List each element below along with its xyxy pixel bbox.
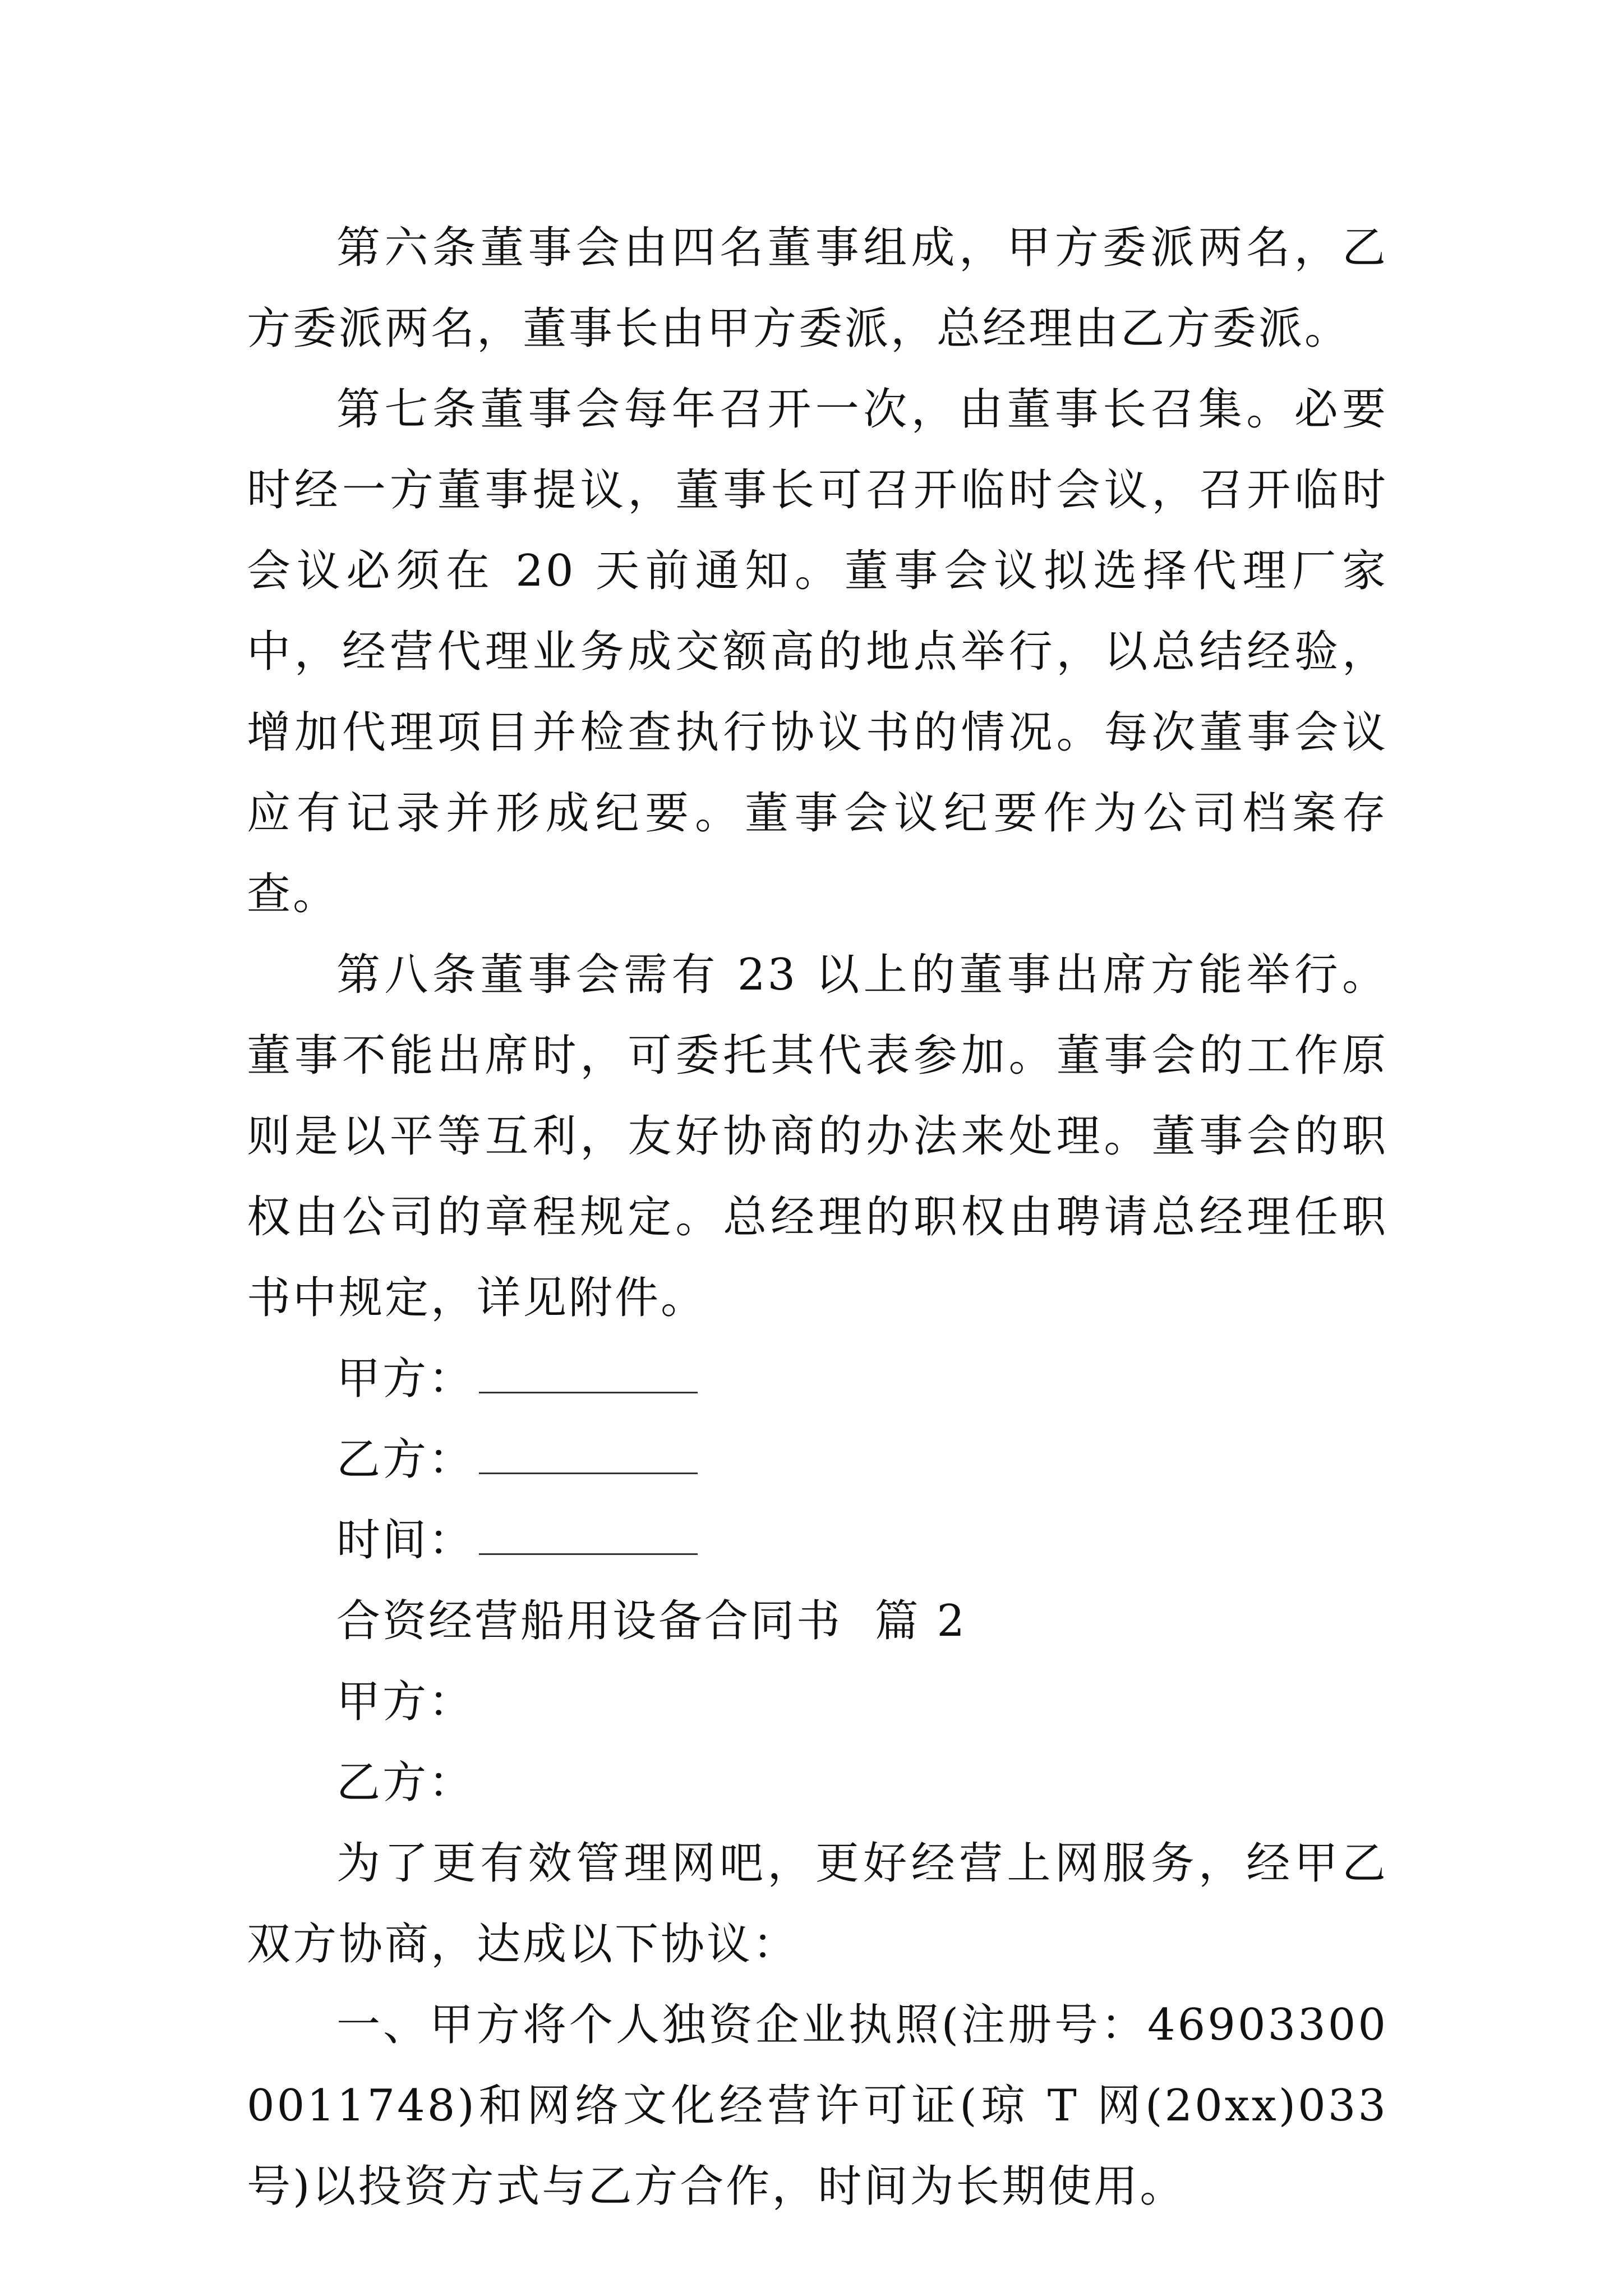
signature-party-b-blank (479, 1439, 698, 1474)
signature-time (247, 1500, 1388, 1581)
clause-1-paragraph: 一、甲方将个人独资企业执照(注册号：469033000011748)和网络文化经营许可证(琼 T 网(20xx)033 号)以投资方式与乙方合作，时间为长期使用。 (247, 2000, 1388, 2212)
signature-party-b-label: 乙方： (336, 1434, 475, 1485)
section-title: 合资经营船用设备合同书 篇 2 (336, 1596, 967, 1646)
signature-party-a-blank (479, 1358, 698, 1393)
signature-party-a-label: 甲方： (336, 1354, 475, 1404)
article-6-paragraph: 第六条董事会由四名董事组成，甲方委派两名，乙方委派两名，董事长由甲方委派，总经理由乙方委派。 (247, 223, 1388, 354)
article-8-paragraph: 第八条董事会需有 23 以上的董事出席方能举行。董事不能出席时，可委托其代表参加。董事会的工作原则是以平等互利，友好协商的办法来处理。董事会的职权由公司的章程规定。总经理的职权由聘请总经理任职书中规定，详见附件。 (247, 950, 1388, 1323)
agreement-intro-paragraph: 为了更有效管理网吧，更好经营上网服务，经甲乙双方协商，达成以下协议： (247, 1838, 1388, 1970)
signature-time-blank (479, 1520, 698, 1555)
signature-time-label: 时间： (336, 1515, 475, 1566)
document-body (247, 208, 1388, 2227)
signature-party-b (247, 1419, 1388, 1500)
party-a-label: 甲方： (336, 1677, 475, 1727)
signature-party-a (247, 1338, 1388, 1419)
party-b-label: 乙方： (336, 1757, 475, 1808)
article-7-paragraph: 第七条董事会每年召开一次，由董事长召集。必要时经一方董事提议，董事长可召开临时会议，召开临时会议必须在 20 天前通知。董事会议拟选择代理厂家中，经营代理业务成交额高的地点举行，以总结经验，增加代理项目并检查执行协议书的情况。每次董事会议应有记录并形成纪要。董事会议纪要作为公司档案存查。 (247, 384, 1388, 919)
